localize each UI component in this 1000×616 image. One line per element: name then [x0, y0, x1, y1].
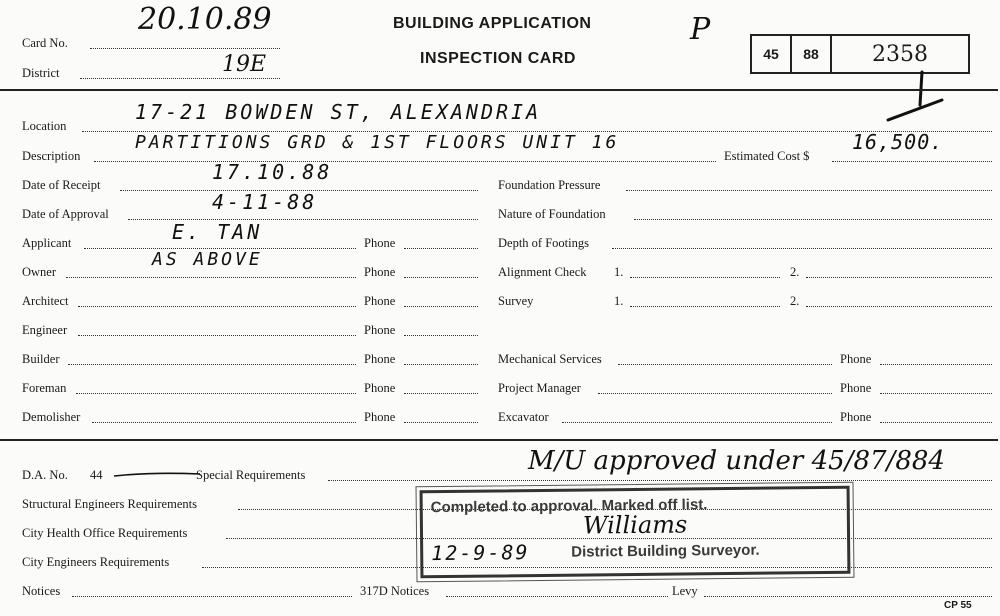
levy-label: Levy: [672, 584, 698, 598]
title-line1: BUILDING APPLICATION: [393, 15, 592, 32]
district-line: [80, 78, 280, 79]
da-no-label: D.A. No.: [22, 468, 68, 482]
builder-phone-label: Phone: [364, 352, 396, 366]
pm-phone-label: Phone: [840, 381, 872, 395]
alignment-line-2: [806, 277, 992, 278]
survey-num-2: 2.: [790, 294, 800, 308]
special-requirements-label: Special Requirements: [196, 468, 306, 482]
letter-mark: P: [690, 12, 711, 47]
location-value: 17-21 BOWDEN ST, ALEXANDRIA: [135, 100, 542, 124]
mechanical-phone-line: [880, 364, 992, 365]
health-label: City Health Office Requirements: [22, 526, 188, 540]
requirements-divider: [0, 439, 998, 441]
foreman-phone-label: Phone: [364, 381, 396, 395]
project-manager-label: Project Manager: [498, 381, 581, 395]
survey-line-1: [630, 306, 780, 307]
special-requirements-value: M/U approved under 45/87/884: [528, 446, 945, 476]
owner-value: AS ABOVE: [152, 249, 263, 270]
stamp-date: 12-9-89: [431, 540, 530, 566]
location-label: Location: [22, 119, 67, 133]
description-label: Description: [22, 149, 81, 163]
foundation-pressure-line: [626, 190, 992, 191]
stamp-surveyor-text: District Building Surveyor.: [571, 541, 760, 561]
completion-stamp: [420, 486, 851, 578]
engineer-phone-line: [404, 335, 478, 336]
district-label: District: [22, 66, 60, 80]
form-code: CP 55: [944, 600, 972, 611]
excavator-phone-label: Phone: [840, 410, 872, 424]
engineer-phone-label: Phone: [364, 323, 396, 337]
demolisher-label: Demolisher: [22, 410, 81, 424]
card-no-label: Card No.: [22, 36, 68, 50]
engineer-line: [78, 335, 356, 336]
notices-317d-line: [446, 596, 668, 597]
architect-phone-line: [404, 306, 478, 307]
card-no-line: [90, 48, 280, 49]
mechanical-label: Mechanical Services: [498, 352, 602, 366]
alignment-num-1: 1.: [614, 265, 624, 279]
architect-label: Architect: [22, 294, 69, 308]
engineer-label: Engineer: [22, 323, 68, 337]
levy-line: [704, 596, 992, 597]
estimated-cost-value: 16,500.: [852, 130, 944, 154]
date-receipt-label: Date of Receipt: [22, 178, 101, 192]
special-requirements-line: [328, 480, 992, 481]
architect-line: [78, 306, 356, 307]
survey-label: Survey: [498, 294, 534, 308]
survey-line-2: [806, 306, 992, 307]
excavator-line: [562, 422, 832, 423]
foundation-pressure-label: Foundation Pressure: [498, 178, 601, 192]
pen-tick-mark: [880, 70, 950, 130]
demolisher-phone-label: Phone: [364, 410, 396, 424]
owner-phone-line: [404, 277, 478, 278]
depth-footings-label: Depth of Footings: [498, 236, 589, 250]
description-line: [94, 161, 716, 162]
foreman-line: [76, 393, 356, 394]
date-approval-value: 4-11-88: [212, 190, 318, 214]
survey-num-1: 1.: [614, 294, 624, 308]
builder-line: [68, 364, 356, 365]
estimated-cost-label: Estimated Cost $: [724, 149, 810, 163]
depth-footings-line: [612, 248, 992, 249]
applicant-label: Applicant: [22, 236, 72, 250]
demolisher-phone-line: [404, 422, 478, 423]
notices-317d-label: 317D Notices: [360, 584, 430, 598]
excavator-phone-line: [880, 422, 992, 423]
date-receipt-value: 17.10.88: [212, 160, 333, 184]
applicant-phone-line: [404, 248, 478, 249]
da-no-pen-line: [112, 468, 202, 482]
pm-phone-line: [880, 393, 992, 394]
mechanical-line: [618, 364, 832, 365]
applicant-value: E. TAN: [172, 220, 263, 244]
header-divider: [0, 89, 998, 91]
box-number: 2358: [830, 34, 970, 74]
demolisher-line: [92, 422, 356, 423]
stamp-signature: Williams: [582, 510, 688, 540]
alignment-line-1: [630, 277, 780, 278]
estimated-cost-line: [832, 161, 992, 162]
stamp-completed-text: Completed to approval. Marked off list.: [430, 496, 708, 517]
description-value: PARTITIONS GRD & 1ST FLOORS UNIT 16: [135, 132, 620, 153]
da-no-value: 44: [90, 468, 103, 482]
builder-phone-line: [404, 364, 478, 365]
owner-phone-label: Phone: [364, 265, 396, 279]
architect-phone-label: Phone: [364, 294, 396, 308]
box-b: 88: [790, 34, 832, 74]
foreman-label: Foreman: [22, 381, 67, 395]
notices-label: Notices: [22, 584, 61, 598]
title-line2: INSPECTION CARD: [420, 50, 576, 67]
city-engineers-label: City Engineers Requirements: [22, 555, 170, 569]
owner-label: Owner: [22, 265, 57, 279]
district-value: 19E: [222, 52, 267, 77]
date-approval-label: Date of Approval: [22, 207, 109, 221]
nature-foundation-label: Nature of Foundation: [498, 207, 606, 221]
project-manager-line: [598, 393, 832, 394]
box-a: 45: [750, 34, 792, 74]
notices-line: [72, 596, 352, 597]
card-no-value: 20.10.89: [138, 2, 272, 37]
foreman-phone-line: [404, 393, 478, 394]
alignment-check-label: Alignment Check: [498, 265, 587, 279]
mechanical-phone-label: Phone: [840, 352, 872, 366]
applicant-phone-label: Phone: [364, 236, 396, 250]
builder-label: Builder: [22, 352, 60, 366]
structural-label: Structural Engineers Requirements: [22, 497, 197, 511]
alignment-num-2: 2.: [790, 265, 800, 279]
nature-foundation-line: [634, 219, 992, 220]
excavator-label: Excavator: [498, 410, 549, 424]
owner-line: [66, 277, 356, 278]
